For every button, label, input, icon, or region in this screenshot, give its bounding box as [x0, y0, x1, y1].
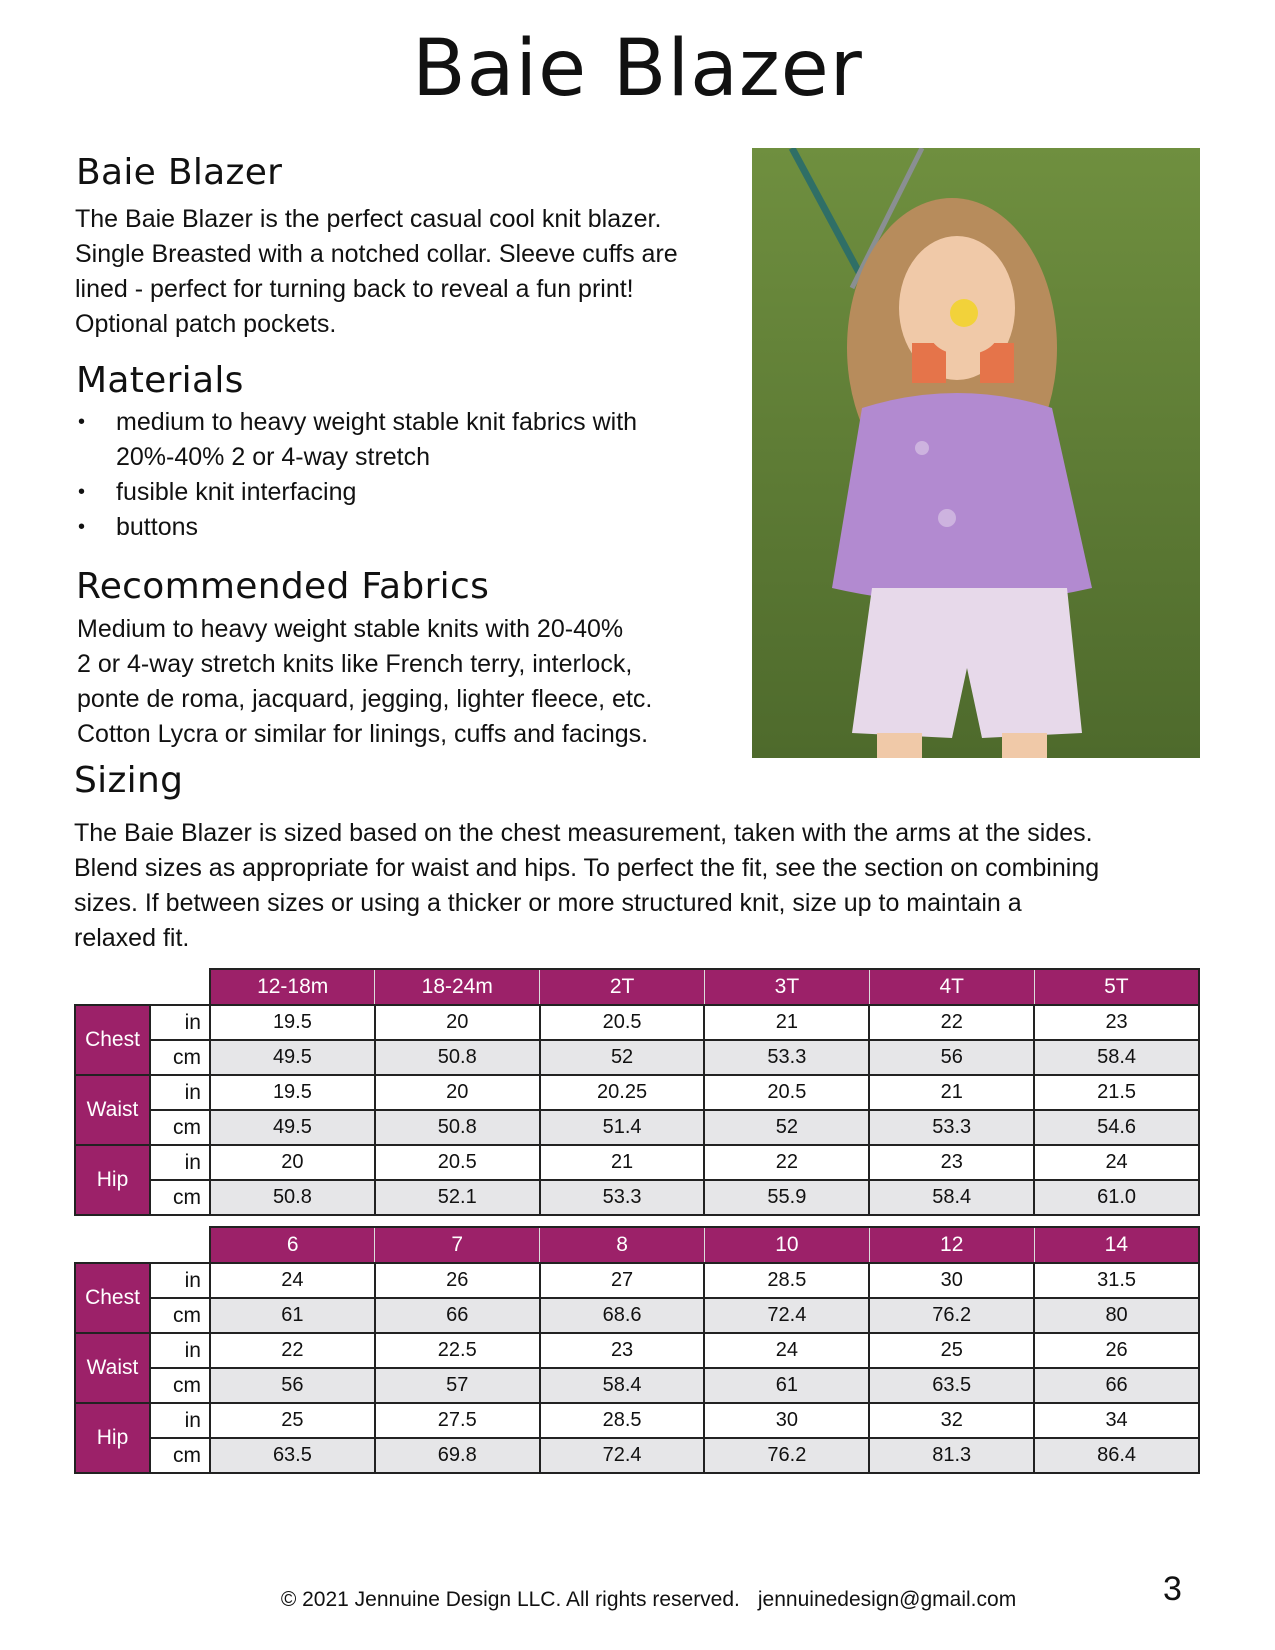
table-cell: 58.4 [540, 1368, 705, 1403]
table-cell: 80 [1034, 1298, 1199, 1333]
intro-paragraph [75, 202, 678, 342]
size-header-row [75, 969, 1199, 1005]
table-cell: 28.5 [704, 1263, 869, 1298]
intro-line: Single Breasted with a notched collar. Sleeve cuffs are [75, 240, 678, 268]
table-cell: 27 [540, 1263, 705, 1298]
size-header: 6 [210, 1227, 375, 1263]
table-cell: 20.25 [540, 1075, 705, 1110]
table-cell: 22 [869, 1005, 1034, 1040]
table-cell: 23 [1034, 1005, 1199, 1040]
table-cell: 26 [375, 1263, 540, 1298]
table-cell: 50.8 [375, 1110, 540, 1145]
size-chart-table-1 [74, 968, 1200, 1216]
unit-label: cm [150, 1368, 210, 1403]
size-header: 18-24m [375, 969, 540, 1005]
table-cell: 81.3 [869, 1438, 1034, 1473]
intro-heading: Baie Blazer [76, 152, 283, 193]
table-cell: 24 [1034, 1145, 1199, 1180]
table-cell: 49.5 [210, 1040, 375, 1075]
table-row [75, 1040, 1199, 1075]
unit-label: cm [150, 1110, 210, 1145]
table-cell: 63.5 [869, 1368, 1034, 1403]
table-cell: 76.2 [704, 1438, 869, 1473]
list-item [76, 475, 716, 510]
footer-copyright: © 2021 Jennuine Design LLC. All rights reserved. [280, 1588, 740, 1611]
footer-email[interactable]: jennuinedesign@gmail.com [757, 1588, 1017, 1611]
fabrics-line: Cotton Lycra or similar for linings, cuffs and facings. [77, 720, 649, 748]
size-header: 8 [540, 1227, 705, 1263]
table-cell: 53.3 [869, 1110, 1034, 1145]
unit-label: in [150, 1263, 210, 1298]
table-cell: 21.5 [1034, 1075, 1199, 1110]
list-item [76, 510, 716, 545]
table-cell: 20 [210, 1145, 375, 1180]
unit-label: in [150, 1005, 210, 1040]
unit-label: cm [150, 1298, 210, 1333]
size-chart-table-2 [74, 1226, 1200, 1474]
materials-item: buttons [116, 513, 199, 541]
table-cell: 20.5 [375, 1145, 540, 1180]
table-cell: 58.4 [869, 1180, 1034, 1215]
unit-label: in [150, 1075, 210, 1110]
table-cell: 30 [704, 1403, 869, 1438]
table-cell: 68.6 [540, 1298, 705, 1333]
sizing-line: The Baie Blazer is sized based on the chest measurement, taken with the arms at the sides. [74, 819, 1093, 847]
measurement-label: Chest [75, 1005, 150, 1075]
sizing-line: Blend sizes as appropriate for waist and hips. To perfect the fit, see the section on combining [74, 854, 1100, 882]
table-cell: 66 [1034, 1368, 1199, 1403]
list-item [76, 405, 716, 475]
fabrics-paragraph [77, 612, 652, 752]
table-cell: 27.5 [375, 1403, 540, 1438]
measurement-label: Chest [75, 1263, 150, 1333]
table-cell: 52 [704, 1110, 869, 1145]
table-row [75, 1075, 1199, 1110]
table-cell: 61 [704, 1368, 869, 1403]
table-cell: 56 [869, 1040, 1034, 1075]
table-cell: 22.5 [375, 1333, 540, 1368]
table-cell: 56 [210, 1368, 375, 1403]
intro-line: Optional patch pockets. [75, 310, 337, 338]
sizing-line: sizes. If between sizes or using a thicker or more structured knit, size up to maintain a [74, 889, 1022, 917]
fabrics-line: Medium to heavy weight stable knits with 20-40% [77, 615, 624, 643]
bullet-icon: • [78, 411, 86, 433]
table-row [75, 1110, 1199, 1145]
table-cell: 24 [704, 1333, 869, 1368]
table-cell: 24 [210, 1263, 375, 1298]
table-cell: 20 [375, 1005, 540, 1040]
table-row [75, 1368, 1199, 1403]
table-cell: 34 [1034, 1403, 1199, 1438]
table-cell: 86.4 [1034, 1438, 1199, 1473]
product-photo [752, 148, 1200, 758]
table-cell: 72.4 [704, 1298, 869, 1333]
table-cell: 23 [869, 1145, 1034, 1180]
size-header: 12-18m [210, 969, 375, 1005]
table-cell: 52 [540, 1040, 705, 1075]
table-cell: 61 [210, 1298, 375, 1333]
materials-item: medium to heavy weight stable knit fabrics with 20%-40% 2 or 4-way stretch [116, 408, 638, 471]
unit-label: cm [150, 1438, 210, 1473]
intro-line: The Baie Blazer is the perfect casual cool knit blazer. [75, 205, 662, 233]
unit-label: in [150, 1403, 210, 1438]
materials-heading: Materials [76, 360, 244, 401]
table-cell: 23 [540, 1333, 705, 1368]
table-cell: 61.0 [1034, 1180, 1199, 1215]
table-cell: 19.5 [210, 1005, 375, 1040]
table-cell: 21 [704, 1005, 869, 1040]
size-header: 2T [540, 969, 705, 1005]
table-cell: 25 [210, 1403, 375, 1438]
size-header: 4T [869, 969, 1034, 1005]
table-cell: 54.6 [1034, 1110, 1199, 1145]
fabrics-heading: Recommended Fabrics [76, 566, 490, 607]
table-cell: 50.8 [210, 1180, 375, 1215]
sizing-heading: Sizing [74, 760, 184, 801]
page-title: Baie Blazer [412, 24, 863, 114]
page-number: 3 [1163, 1570, 1182, 1608]
page-footer [0, 1588, 1275, 1612]
table-cell: 76.2 [869, 1298, 1034, 1333]
measurement-label: Waist [75, 1333, 150, 1403]
bullet-icon: • [78, 516, 86, 538]
unit-label: in [150, 1333, 210, 1368]
size-header: 12 [869, 1227, 1034, 1263]
measurement-label: Hip [75, 1403, 150, 1473]
materials-list [76, 405, 716, 545]
materials-item: fusible knit interfacing [116, 478, 357, 506]
table-row [75, 1298, 1199, 1333]
table-cell: 72.4 [540, 1438, 705, 1473]
unit-label: cm [150, 1040, 210, 1075]
size-header: 3T [704, 969, 869, 1005]
table-row [75, 1333, 1199, 1368]
measurement-label: Waist [75, 1075, 150, 1145]
table-cell: 55.9 [704, 1180, 869, 1215]
table-cell: 31.5 [1034, 1263, 1199, 1298]
table-cell: 20.5 [540, 1005, 705, 1040]
table-cell: 53.3 [540, 1180, 705, 1215]
table-cell: 66 [375, 1298, 540, 1333]
table-cell: 21 [540, 1145, 705, 1180]
table-cell: 50.8 [375, 1040, 540, 1075]
intro-line: lined - perfect for turning back to reveal a fun print! [75, 275, 634, 303]
table-cell: 21 [869, 1075, 1034, 1110]
table-cell: 32 [869, 1403, 1034, 1438]
table-cell: 52.1 [375, 1180, 540, 1215]
table-row [75, 1438, 1199, 1473]
fabrics-line: ponte de roma, jacquard, jegging, lighter fleece, etc. [77, 685, 653, 713]
size-header: 7 [375, 1227, 540, 1263]
sizing-line: relaxed fit. [74, 924, 190, 952]
table-cell: 22 [210, 1333, 375, 1368]
table-cell: 26 [1034, 1333, 1199, 1368]
sizing-paragraph [74, 816, 1099, 956]
table-cell: 20.5 [704, 1075, 869, 1110]
size-header: 10 [704, 1227, 869, 1263]
table-cell: 30 [869, 1263, 1034, 1298]
size-header: 14 [1034, 1227, 1199, 1263]
table-cell: 53.3 [704, 1040, 869, 1075]
table-cell: 63.5 [210, 1438, 375, 1473]
table-cell: 25 [869, 1333, 1034, 1368]
table-row [75, 1005, 1199, 1040]
unit-label: cm [150, 1180, 210, 1215]
measurement-label: Hip [75, 1145, 150, 1215]
table-cell: 58.4 [1034, 1040, 1199, 1075]
table-cell: 22 [704, 1145, 869, 1180]
size-header: 5T [1034, 969, 1199, 1005]
table-cell: 19.5 [210, 1075, 375, 1110]
size-header-row [75, 1227, 1199, 1263]
table-row [75, 1263, 1199, 1298]
bullet-icon: • [78, 481, 86, 503]
table-cell: 57 [375, 1368, 540, 1403]
unit-label: in [150, 1145, 210, 1180]
table-cell: 49.5 [210, 1110, 375, 1145]
table-cell: 28.5 [540, 1403, 705, 1438]
table-row [75, 1180, 1199, 1215]
table-row [75, 1403, 1199, 1438]
fabrics-line: 2 or 4-way stretch knits like French terry, interlock, [77, 650, 633, 678]
table-cell: 20 [375, 1075, 540, 1110]
table-row [75, 1145, 1199, 1180]
table-cell: 69.8 [375, 1438, 540, 1473]
table-cell: 51.4 [540, 1110, 705, 1145]
